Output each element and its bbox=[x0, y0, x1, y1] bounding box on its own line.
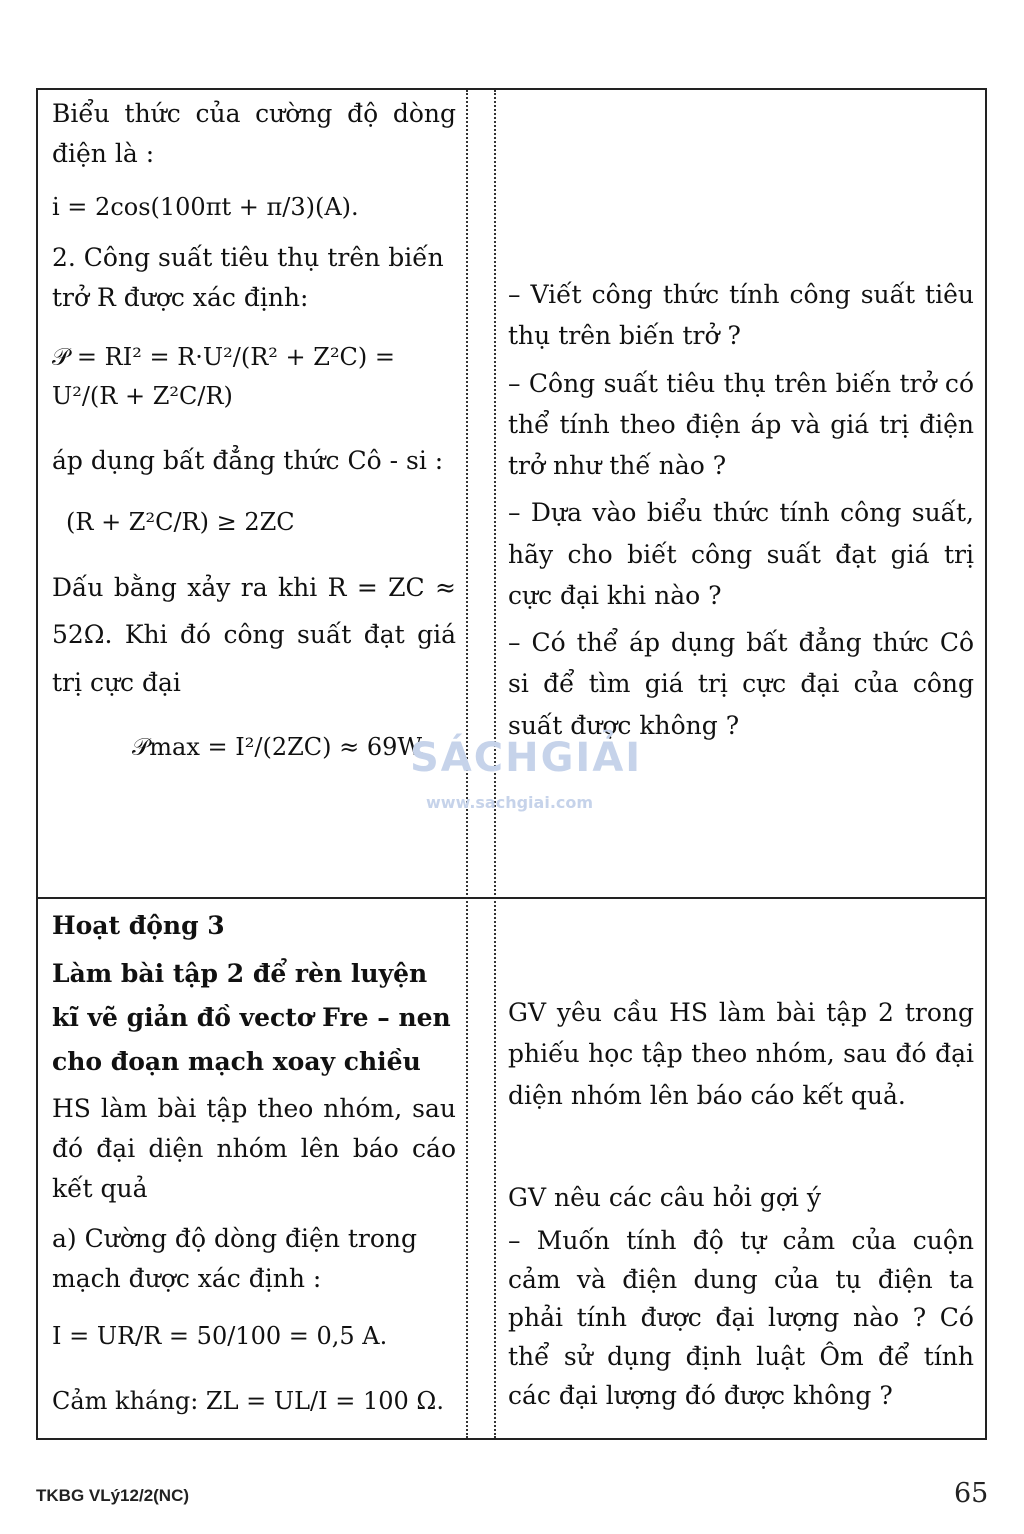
row-divider bbox=[38, 897, 985, 899]
activity-subheading: Làm bài tập 2 để rèn luyện kĩ vẽ giản đồ vectơ Fre – nen cho đoạn mạch xoay chiều bbox=[52, 959, 451, 1076]
cosi-intro-text: áp dụng bất đẳng thức Cô - si : bbox=[52, 446, 444, 476]
question-3: – Dựa vào biểu thức tính công suất, hãy cho biết công suất đạt giá trị cực đại khi nào ? bbox=[508, 498, 974, 610]
watermark-logo: SÁCHGIẢI bbox=[410, 735, 643, 781]
current-equation: i = 2cos(100πt + π/3)(A). bbox=[52, 193, 359, 221]
right-bottom-cell bbox=[508, 992, 974, 1416]
teacher-hint-title: GV nêu các câu hỏi gợi ý bbox=[508, 1182, 821, 1212]
cosi-inequality: (R + Z²C/R) ≥ 2ZC bbox=[66, 508, 295, 537]
left-bottom-cell bbox=[52, 906, 456, 1420]
right-top-cell bbox=[508, 274, 974, 746]
question-4: – Có thể áp dụng bất đẳng thức Cô si để tìm giá trị cực đại của công suất được không ? bbox=[508, 628, 974, 740]
question-1: – Viết công thức tính công suất tiêu thụ trên biến trở ? bbox=[508, 280, 974, 351]
teacher-instruction-text: GV yêu cầu HS làm bài tập 2 trong phiếu học tập theo nhóm, sau đó đại diện nhóm lên báo cáo kết quả. bbox=[508, 998, 974, 1110]
power-equation: 𝒫 = RI² = R·U²/(R² + Z²C) = U²/(R + Z²C/R) bbox=[52, 343, 396, 410]
equality-condition-text: Dấu bằng xảy ra khi R = ZC ≈ 52Ω. Khi đó công suất đạt giá trị cực đại bbox=[52, 572, 456, 697]
footer-book-code: TKBG VLý12/2(NC) bbox=[36, 1486, 190, 1505]
current-expression-text: Biểu thức của cường độ dòng điện là : bbox=[52, 99, 456, 168]
current-intro-text: a) Cường độ dòng điện trong mạch được xác định : bbox=[52, 1224, 418, 1294]
power-intro-text: 2. Công suất tiêu thụ trên biến trở R được xác định: bbox=[52, 243, 444, 313]
watermark-url: www.sachgiai.com bbox=[426, 793, 594, 812]
teacher-hint-question: – Muốn tính độ tự cảm của cuộn cảm và điện dung của tụ điện ta phải tính được đại lượng nào ? Có thể sử dụng định luật Ôm để tính các đại lượng đó được không ? bbox=[508, 1225, 974, 1410]
inductive-reactance-equation: Cảm kháng: ZL = UL/I = 100 Ω. bbox=[52, 1386, 444, 1415]
activity-heading: Hoạt động 3 bbox=[52, 911, 225, 940]
group-work-text: HS làm bài tập theo nhóm, sau đó đại diện nhóm lên báo cáo kết quả bbox=[52, 1094, 456, 1204]
max-power-equation: 𝒫max = I²/(2ZC) ≈ 69W. bbox=[132, 733, 426, 762]
left-top-cell bbox=[52, 94, 456, 766]
page-number: 65 bbox=[954, 1478, 989, 1509]
current-value-equation: I = UR/R = 50/100 = 0,5 A. bbox=[52, 1322, 388, 1351]
question-2: – Công suất tiêu thụ trên biến trở có thể tính theo điện áp và giá trị điện trở như thế nào ? bbox=[508, 368, 974, 480]
